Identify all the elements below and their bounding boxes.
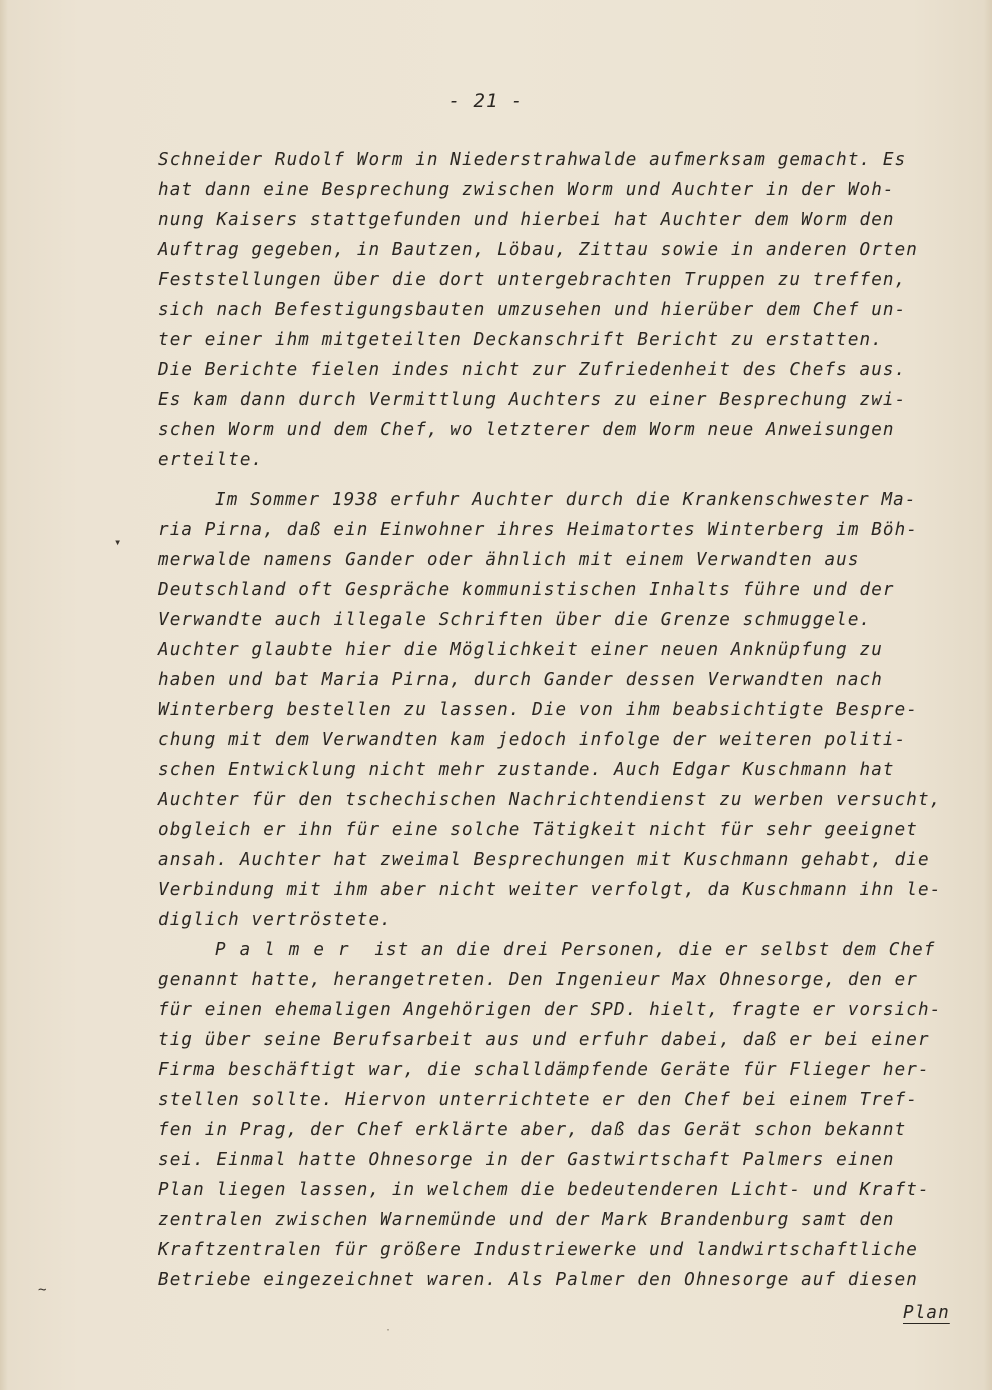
text-line: Auchter für den tschechischen Nachrichtendienst zu werben versucht, <box>158 790 942 810</box>
text-line: Plan liegen lassen, in welchem die bedeutenderen Licht- und Kraft- <box>158 1180 930 1200</box>
catchword: Plan <box>903 1303 950 1323</box>
text-line: ria Pirna, daß ein Einwohner ihres Heimatortes Winterberg im Böh- <box>158 520 919 540</box>
text-line: Deutschland oft Gespräche kommunistischen Inhalts führe und der <box>158 580 895 600</box>
text-line: Verwandte auch illegale Schriften über die Grenze schmuggele. <box>158 610 872 630</box>
text-line: obgleich er ihn für eine solche Tätigkeit nicht für sehr geeignet <box>158 820 919 840</box>
text-line: für einen ehemaligen Angehörigen der SPD. hielt, fragte er vorsich- <box>158 1000 942 1020</box>
text-line: Es kam dann durch Vermittlung Auchters zu einer Besprechung zwi- <box>158 390 907 410</box>
text-line: sich nach Befestigungsbauten umzusehen und hierüber dem Chef un- <box>158 300 907 320</box>
text-line: haben und bat Maria Pirna, durch Gander dessen Verwandten nach <box>158 670 883 690</box>
text-line: Feststellungen über die dort untergebrachten Truppen zu treffen, <box>158 270 907 290</box>
text-line: schen Entwicklung nicht mehr zustande. Auch Edgar Kuschmann hat <box>158 760 895 780</box>
text-line: zentralen zwischen Warnemünde und der Mark Brandenburg samt den <box>158 1210 895 1230</box>
ink-mark: · <box>385 1325 392 1336</box>
ink-mark: ▾ <box>114 535 122 549</box>
text-line: hat dann eine Besprechung zwischen Worm und Auchter in der Woh- <box>158 180 895 200</box>
text-line <box>215 940 936 960</box>
text-line: Schneider Rudolf Worm in Niederstrahwalde aufmerksam gemacht. Es <box>158 150 907 170</box>
text-line: genannt hatte, herangetreten. Den Ingenieur Max Ohnesorge, den er <box>158 970 919 990</box>
text-line: ter einer ihm mitgeteilten Deckanschrift Bericht zu erstatten. <box>158 330 883 350</box>
text-line: Auftrag gegeben, in Bautzen, Löbau, Zittau sowie in anderen Orten <box>158 240 919 260</box>
text-line: Auchter glaubte hier die Möglichkeit einer neuen Anknüpfung zu <box>158 640 883 660</box>
ink-mark: ~ <box>38 1282 47 1298</box>
text-line: Die Berichte fielen indes nicht zur Zufriedenheit des Chefs aus. <box>158 360 907 380</box>
text-line: Im Sommer 1938 erfuhr Auchter durch die Krankenschwester Ma- <box>215 490 917 510</box>
text-line: ansah. Auchter hat zweimal Besprechungen mit Kuschmann gehabt, die <box>158 850 930 870</box>
text-line: Firma beschäftigt war, die schalldämpfende Geräte für Flieger her- <box>158 1060 930 1080</box>
text-line: nung Kaisers stattgefunden und hierbei hat Auchter dem Worm den <box>158 210 895 230</box>
text-line: diglich vertröstete. <box>158 910 392 930</box>
text-line: sei. Einmal hatte Ohnesorge in der Gastwirtschaft Palmers einen <box>158 1150 895 1170</box>
text-line: Winterberg bestellen zu lassen. Die von ihm beabsichtigte Bespre- <box>158 700 919 720</box>
text-line: erteilte. <box>158 450 264 470</box>
left-page-edge <box>0 0 8 1390</box>
spaced-name: Palmer <box>215 940 363 960</box>
page-number: - 21 - <box>448 90 524 112</box>
text-line: fen in Prag, der Chef erklärte aber, daß das Gerät schon bekannt <box>158 1120 907 1140</box>
right-page-edge <box>984 0 992 1390</box>
text-line: merwalde namens Gander oder ähnlich mit einem Verwandten aus <box>158 550 860 570</box>
text-line: stellen sollte. Hiervon unterrichtete er den Chef bei einem Tref- <box>158 1090 919 1110</box>
text-line: chung mit dem Verwandten kam jedoch infolge der weiteren politi- <box>158 730 907 750</box>
text-line: tig über seine Berufsarbeit aus und erfuhr dabei, daß er bei einer <box>158 1030 930 1050</box>
text-line: Betriebe eingezeichnet waren. Als Palmer den Ohnesorge auf diesen <box>158 1270 919 1290</box>
text-fragment: ist an die drei Personen, die er selbst dem Chef <box>362 940 936 960</box>
text-line: schen Worm und dem Chef, wo letzterer dem Worm neue Anweisungen <box>158 420 895 440</box>
text-line: Verbindung mit ihm aber nicht weiter verfolgt, da Kuschmann ihn le- <box>158 880 942 900</box>
text-line: Kraftzentralen für größere Industriewerke und landwirtschaftliche <box>158 1240 919 1260</box>
